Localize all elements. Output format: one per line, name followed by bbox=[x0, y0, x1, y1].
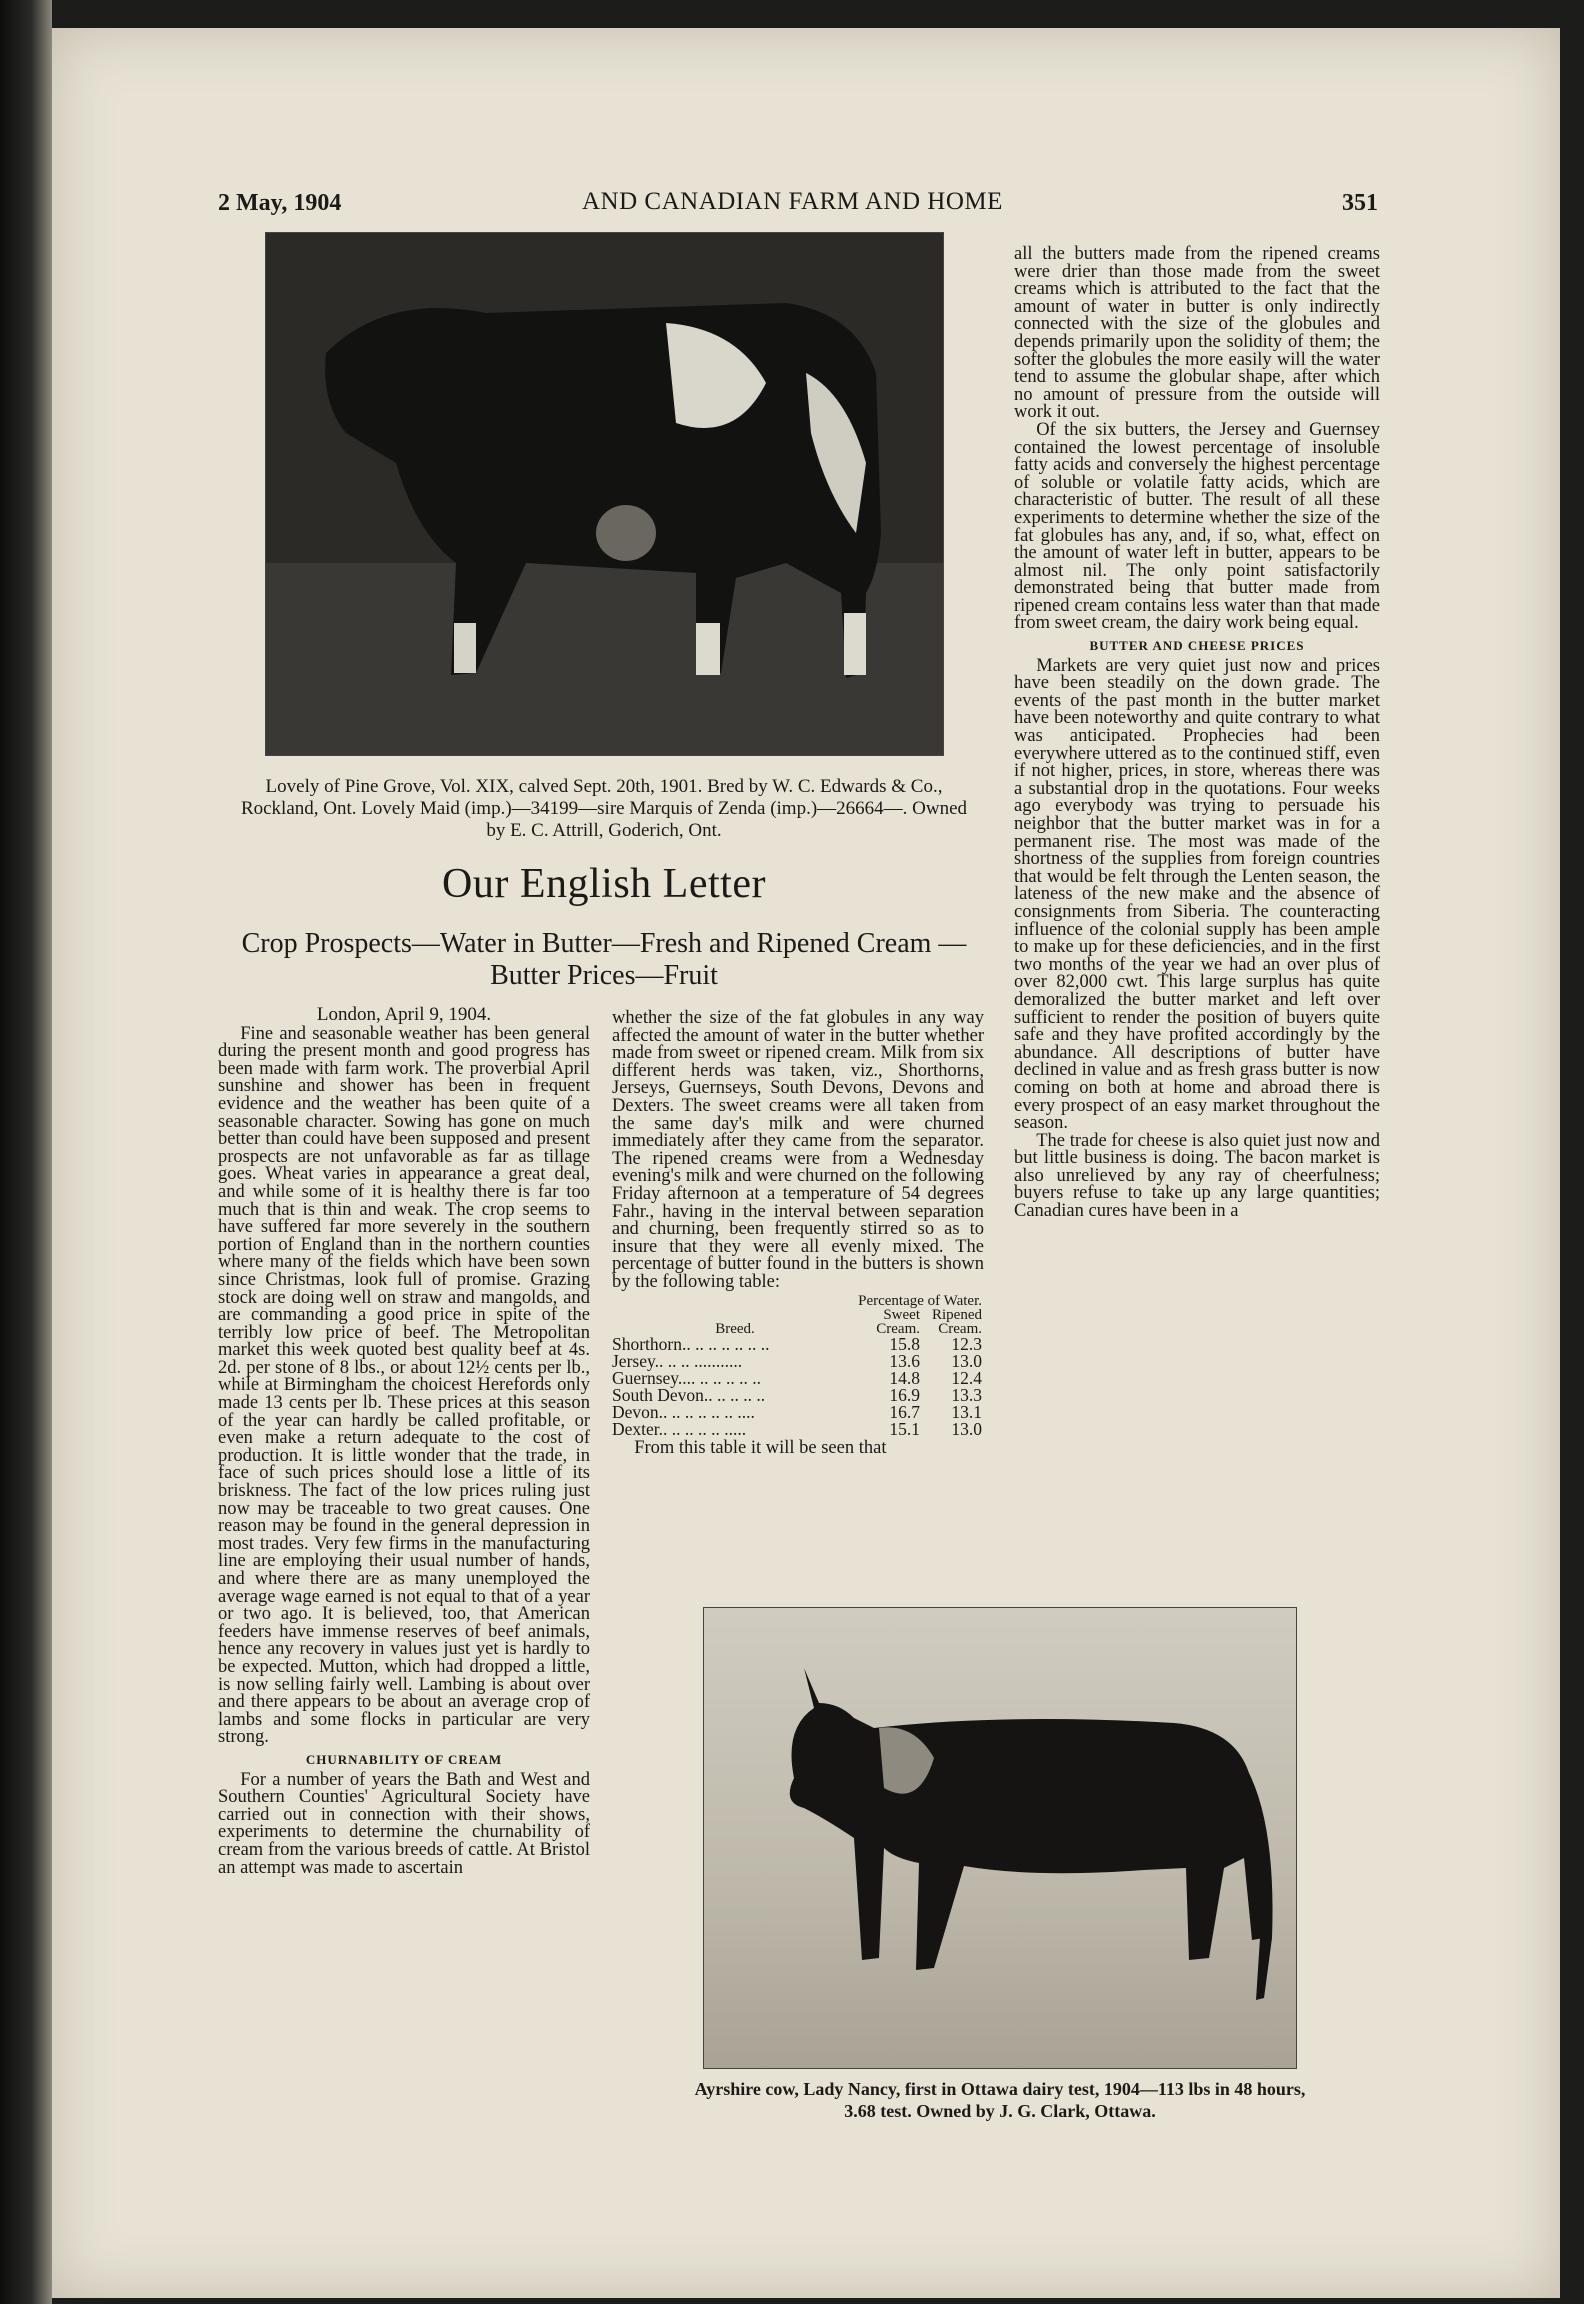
header-date: 2 May, 1904 bbox=[218, 190, 342, 216]
paragraph: whether the size of the fat globules in any way affected the amount of water in the butter whether made from sweet or ripened cream. Milk from six different herds was taken, viz., Shorthorns, Jerseys, Guernseys, South Devons, Devons and Dexters. The sweet creams were all taken from the same day's milk and were churned immediately after they came from the separator. The ripened creams were from a Wednesday evening's milk and were churned on the following Friday afternoon at a temperature of 54 degrees Fahr., having in the interval between separation and churning, been frequently stirred so as to insure that they were all evenly mixed. The percentage of butter found in the butters is shown by the following table: bbox=[612, 1008, 984, 1292]
table-cell-sweet: 13.6 bbox=[889, 1350, 920, 1371]
table-cell-ripened: 12.4 bbox=[951, 1367, 982, 1388]
water-percentage-table bbox=[612, 1294, 982, 1438]
table-row bbox=[612, 1421, 982, 1438]
table-cell-ripened: 13.0 bbox=[951, 1418, 982, 1439]
table-header-breed: Breed. bbox=[715, 1320, 755, 1337]
bottom-photo-caption: Ayrshire cow, Lady Nancy, first in Ottawa dairy test, 1904—113 lbs in 48 hours, 3.68 test. Owned by J. G. Clark, Ottawa. bbox=[694, 2079, 1306, 2121]
table-row bbox=[612, 1387, 982, 1404]
ayrshire-cow-photo bbox=[703, 1607, 1297, 2069]
table-row bbox=[612, 1404, 982, 1421]
paragraph: Of the six butters, the Jersey and Guernsey contained the lowest percentage of insoluble fatty acids and conversely the highest percentage of soluble or volatile fatty acids, which are characteristic of butter. The result of all these experiments to determine whether the size of the fat globules has any, and, if so, what, effect on the amount of water left in butter, appears to be almost nil. The only point satisfactorily demonstrated being that butter made from ripened cream contains less water than that made from sweet cream, the dairy work being equal. bbox=[1014, 419, 1380, 634]
table-cell-ripened: 13.3 bbox=[951, 1384, 982, 1405]
table-header-sweet: Sweet Cream. bbox=[876, 1306, 920, 1337]
table-row bbox=[612, 1353, 982, 1370]
table-cell-breed: Shorthorn.. .. .. .. .. .. .. bbox=[612, 1333, 770, 1354]
article-deck: Crop Prospects—Water in Butter—Fresh and Ripened Cream —Butter Prices—Fruit bbox=[241, 928, 967, 991]
table-cell-sweet: 16.7 bbox=[889, 1401, 920, 1422]
cow-silhouette-bottom bbox=[704, 1608, 1296, 2068]
page-number: 351 bbox=[1342, 190, 1378, 216]
paragraph: Fine and seasonable weather has been general during the present month and good progress has been made with farm work. The proverbial April sunshine and shower has been in frequent evidence and the weather has been quite of a seasonable character. Sowing has gone on much better than could have been supposed and present prospects are not unfavorable as far as tillage goes. Wheat varies in appearance a great deal, and while some of it is healthy there is far too much that is thin and weak. The crop seems to have suffered far more severely in the southern portion of England than in the northern counties where many of the fields which have been sown since Christmas, look full of promise. Grazing stock are doing well on straw and mangolds, and are commanding a good price in spite of the terribly low price of beef. The Metropolitan market this week quoted best quality beef at 4s. 2d. per stone of 8 lbs., or about 12½ cents per lb., while at Birmingham the choicest Herefords only made 13 cents per lb. These prices at this season of the year can hardly be called profitable, or even make a return adequate to the cost of production. It is little wonder that the trade, in face of such prices should lose a little of its briskness. The fact of the low prices ruling just now may be traceable to two great causes. One reason may be found in the general depression in most trades. Very few firms in the manufacturing line are employing their usual number of hands, and where there are as many unemployed the average wage earned is not equal to that of a year or two ago. It is believed, too, that American feeders have immense reserves of beef animals, hence any recovery in values just yet is hardly to be expected. Mutton, which had dropped a little, is now selling fairly well. Lambing is about over and there appears to be about an average crop of lambs and some flocks in particular are very strong. bbox=[218, 1023, 590, 1748]
table-cell-sweet: 15.8 bbox=[889, 1333, 920, 1354]
column-3 bbox=[1014, 246, 1380, 1221]
table-cell-breed: Jersey.. .. .. ........... bbox=[612, 1350, 743, 1371]
table-cell-breed: Guernsey.... .. .. .. .. .. bbox=[612, 1367, 762, 1388]
paragraph: all the butters made from the ripened creams were drier than those made from the sweet creams which is attributed to the fact that the amount of water in butter is only indirectly connected with the size of the globules and depends primarily upon the solidity of them; the softer the globules the more easily will the water tend to assume the globular shape, after which no amount of pressure from the outside will work it out. bbox=[1014, 244, 1380, 423]
table-cell-sweet: 16.9 bbox=[889, 1384, 920, 1405]
table-cell-ripened: 12.3 bbox=[951, 1333, 982, 1354]
article-title: Our English Letter bbox=[442, 861, 766, 907]
table-row bbox=[612, 1370, 982, 1387]
table-header-ripened: Ripened Cream. bbox=[932, 1306, 982, 1337]
column-1 bbox=[218, 1006, 590, 1877]
section-heading-prices: BUTTER AND CHEESE PRICES bbox=[1089, 638, 1305, 654]
paragraph: Markets are very quiet just now and prices have been steadily on the down grade. The events of the past month in the butter market have been noteworthy and quite contrary to what was anticipated. Prophecies had been everywhere uttered as to the continued stiff, even if not higher, prices, in store, whereas there was a substantial drop in the quotations. Four weeks ago everybody was trying to persuade his neighbor that the butter market was in for a permanent rise. The most was made of the shortness of the supplies from foreign countries that would be felt through the Lenten season, the lateness of the new make and the absence of consignments from Siberia. The counteracting influence of the colonial supply has been ample to make up for these deficiencies, and in the first two months of the year we had an over plus of over 82,000 cwt. This large surplus has quite demoralized the butter market and left over sufficient to render the position of buyers quite safe and they have profited accordingly by the abundance. All descriptions of butter have declined in value and as fresh grass butter is now coming on both at home and abroad there is every prospect of an easy market throughout the season. bbox=[1014, 655, 1380, 1134]
table-cell-ripened: 13.0 bbox=[951, 1350, 982, 1371]
table-cell-breed: Devon.. .. .. .. .. .. .... bbox=[612, 1401, 755, 1422]
table-cell-breed: Dexter.. .. .. .. .. ..... bbox=[612, 1418, 747, 1439]
column-2 bbox=[612, 1010, 984, 1457]
header-title: AND CANADIAN FARM AND HOME bbox=[582, 188, 1003, 215]
table-cell-breed: South Devon.. .. .. .. .. bbox=[612, 1384, 766, 1405]
table-cell-ripened: 13.1 bbox=[951, 1401, 982, 1422]
table-cell-sweet: 14.8 bbox=[889, 1367, 920, 1388]
paragraph: The trade for cheese is also quiet just now and but little business is doing. The bacon market is also unrelieved by any ray of cheerfulness; buyers refuse to take up any large quantities; Canadian cures have been in a bbox=[1014, 1130, 1380, 1222]
table-cell-sweet: 15.1 bbox=[889, 1418, 920, 1439]
paragraph: For a number of years the Bath and West and Southern Counties' Agricultural Society have carried out in connection with their shows, experiments to determine the churnability of cream from the various breeds of cattle. At Bristol an attempt was made to ascertain bbox=[218, 1769, 590, 1878]
dateline: London, April 9, 1904. bbox=[316, 1004, 492, 1025]
book-edge bbox=[0, 0, 52, 2304]
table-group-header: Percentage of Water. bbox=[858, 1292, 982, 1309]
paragraph: From this table it will be seen that bbox=[634, 1437, 887, 1458]
top-photo-caption: Lovely of Pine Grove, Vol. XIX, calved Sept. 20th, 1901. Bred by W. C. Edwards & Co., Rockland, Ont. Lovely Maid (imp.)—34199—sire Marquis of Zenda (imp.)—26664—. Owned by E. C. Attrill, Goderich, Ont. bbox=[240, 776, 968, 841]
cow-silhouette-top bbox=[266, 233, 943, 755]
cow-photo-top bbox=[265, 232, 944, 756]
section-heading-churnability: CHURNABILITY OF CREAM bbox=[305, 1751, 503, 1767]
table-row bbox=[612, 1336, 982, 1353]
